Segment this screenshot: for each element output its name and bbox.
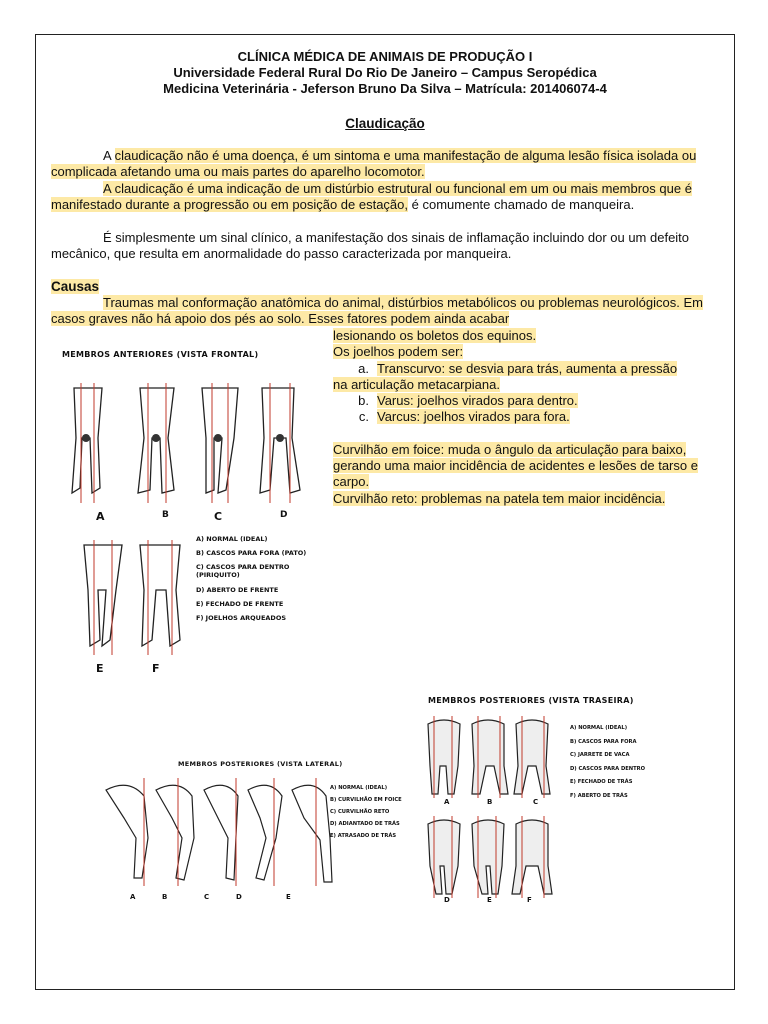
causas-right-column <box>333 328 725 507</box>
fig-post-traseira-legend <box>570 722 645 803</box>
legend-item: D) CASCOS PARA DENTRO <box>570 765 646 772</box>
fig-post-traseira-letter-f: F <box>527 896 532 904</box>
joelhos-item-a-cont: na articulação metacarpiana. <box>333 376 500 392</box>
fig-anteriores-letter-c: C <box>214 510 223 523</box>
document-header <box>35 49 735 97</box>
fig-post-lateral-letter-c: C <box>204 893 210 901</box>
fig-post-lateral-letter-b: B <box>162 893 168 901</box>
fig-post-lateral-legend <box>330 782 402 842</box>
legend-item: C) CURVILHÃO RETO <box>330 809 390 815</box>
fig-anteriores-letter-e: E <box>96 662 104 675</box>
legend-item: B) CASCOS PARA FORA <box>570 738 637 745</box>
fig-anteriores-letter-f: F <box>152 662 160 675</box>
legend-item: D) ABERTO DE FRENTE <box>196 586 279 594</box>
causas-paragraph: Traumas mal conformação anatômica do animal, distúrbios metabólicos ou problemas neurológicos. Em casos graves não há apoio dos pés ao solo. Esses fatores podem ainda acabar <box>51 295 703 327</box>
course-title: CLÍNICA MÉDICA DE ANIMAIS DE PRODUÇÃO I <box>237 49 533 64</box>
legend-item: B) CURVILHÃO EM FOICE <box>330 797 402 803</box>
causas-heading: Causas <box>51 279 100 294</box>
legend-item: E) ATRASADO DE TRÁS <box>330 833 397 839</box>
fig-post-lateral-letter-a: A <box>130 893 136 901</box>
legend-item: (PIRIQUITO) <box>196 571 240 579</box>
joelhos-intro: Os joelhos podem ser: <box>333 344 464 360</box>
fig-post-traseira-letter-d: D <box>444 896 450 904</box>
joelhos-item-c: c. Varcus: joelhos virados para fora. <box>358 409 570 425</box>
legend-item: C) CASCOS PARA DENTRO <box>196 563 290 571</box>
legend-item: D) ADIANTADO DE TRÁS <box>330 821 400 827</box>
legend-item: A) NORMAL (IDEAL) <box>570 725 628 731</box>
section-title: Claudicação <box>345 116 425 131</box>
curvilhao-reto: Curvilhão reto: problemas na patela tem maior incidência. <box>333 490 666 506</box>
legend-item: E) FECHADO DE TRÁS <box>570 779 633 785</box>
intro-paragraph-3: É simplesmente um sinal clínico, a manifestação dos sinais de inflamação incluindo dor ou um defeito mecânico, que resulta em anormalidade do passo caracterizada por manqueira. <box>51 230 690 262</box>
fig-anteriores-letter-d: D <box>280 510 288 520</box>
legend-item: F) JOELHOS ARQUEADOS <box>196 614 287 622</box>
intro-paragraph-2: A claudicação é uma indicação de um distúrbio estrutural ou funcional em um ou mais membros que é manifestado durante a progressão ou em posição de estação, é comumente chamado de manqueira. <box>51 181 692 213</box>
intro-paragraph-1: A claudicação não é uma doença, é um sintoma e uma manifestação de alguma lesão física isolada ou complicada afetando uma ou mais partes do aparelho locomotor. <box>51 148 697 180</box>
joelhos-item-b: b. Varus: joelhos virados para dentro. <box>358 393 578 409</box>
university-line: Universidade Federal Rural Do Rio De Janeiro – Campus Seropédica <box>173 65 597 80</box>
fig-anteriores-letter-a: A <box>96 510 105 523</box>
fig-anteriores-bottom-drawing <box>76 540 196 660</box>
legend-item: B) CASCOS PARA FORA (PATO) <box>196 549 307 557</box>
fig-post-traseira-letter-a: A <box>444 798 450 806</box>
fig-post-traseira-letter-c: C <box>533 798 539 806</box>
fig-post-lateral-title: MEMBROS POSTERIORES (VISTA LATERAL) <box>178 760 343 768</box>
legend-item: F) ABERTO DE TRÁS <box>570 792 628 799</box>
legend-item: A) NORMAL (IDEAL) <box>330 785 388 791</box>
fig-post-traseira-letter-e: E <box>487 896 492 904</box>
fig-post-lateral-letter-e: E <box>286 893 291 901</box>
fig-post-traseira-letter-b: B <box>487 798 493 806</box>
legend-item: E) FECHADO DE FRENTE <box>196 600 284 608</box>
legend-item: C) JARRETE DE VACA <box>570 752 630 758</box>
fig-post-traseira-title: MEMBROS POSTERIORES (VISTA TRASEIRA) <box>428 696 634 705</box>
causas-continuation: lesionando os boletos dos equinos. <box>333 328 537 343</box>
curvilhao-foice: Curvilhão em foice: muda o ângulo da articulação para baixo, gerando uma maior incidência de acidentes e lesões de tarso e carpo. <box>333 441 698 490</box>
author-line: Medicina Veterinária - Jeferson Bruno Da Silva – Matrícula: 201406074-4 <box>163 81 607 96</box>
fig-anteriores-top-drawing <box>62 378 322 518</box>
legend-item: A) NORMAL (IDEAL) <box>196 535 268 543</box>
fig-post-lateral-drawing <box>104 778 334 888</box>
fig-post-lateral-letter-d: D <box>236 893 242 901</box>
fig-anteriores-letter-b: B <box>162 510 169 520</box>
fig-post-traseira-drawing <box>424 716 564 916</box>
fig-anteriores-title: MEMBROS ANTERIORES (VISTA FRONTAL) <box>62 350 259 359</box>
fig-anteriores-legend <box>196 532 306 625</box>
joelhos-item-a: a. Transcurvo: se desvia para trás, aumenta a pressão <box>358 360 678 376</box>
